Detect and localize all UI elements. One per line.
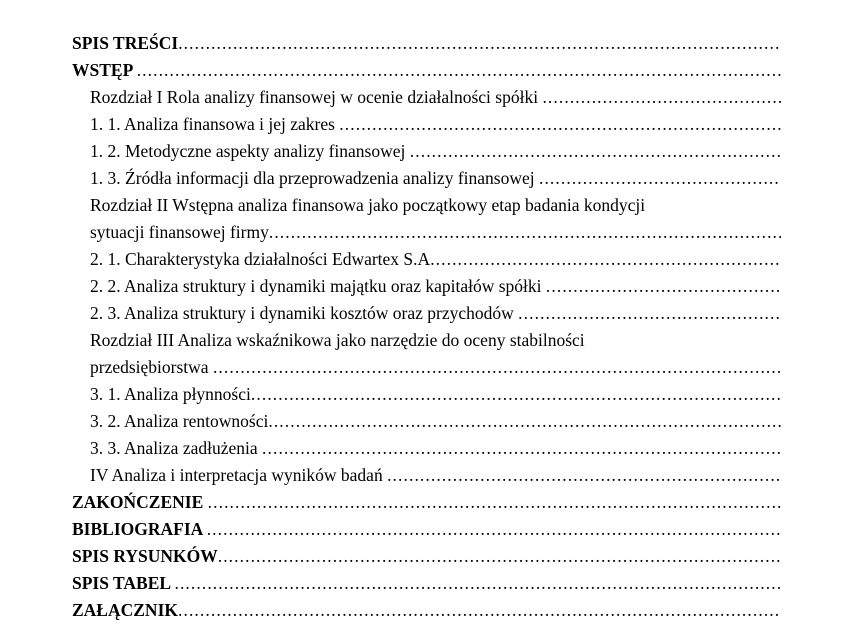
dot-leader <box>387 462 781 489</box>
toc-entry <box>72 597 781 624</box>
dot-leader <box>268 408 781 435</box>
toc-entry <box>72 192 781 219</box>
dot-leader <box>410 138 781 165</box>
toc-entry-text: Rozdział I Rola analizy finansowej w ocenie działalności spółki <box>90 87 543 107</box>
toc-entry-text: BIBLIOGRAFIA <box>72 519 207 539</box>
toc-entry <box>72 300 781 327</box>
toc-entry <box>72 84 781 111</box>
dot-leader <box>213 354 781 381</box>
dot-leader <box>137 57 781 84</box>
toc-entry <box>72 219 781 246</box>
dot-leader <box>218 543 781 570</box>
toc-entry-text: 1. 1. Analiza finansowa i jej zakres <box>90 114 340 134</box>
toc-entry-text: 2. 1. Charakterystyka działalności Edwartex S.A <box>90 249 431 269</box>
toc-entry <box>72 111 781 138</box>
dot-leader <box>518 300 781 327</box>
dot-leader <box>251 381 781 408</box>
toc-entry <box>72 381 781 408</box>
dot-leader <box>174 570 781 597</box>
toc-entry-text: 2. 3. Analiza struktury i dynamiki kosztów oraz przychodów <box>90 303 519 323</box>
toc-entry <box>72 354 781 381</box>
toc-entry-text: 3. 3. Analiza zadłużenia <box>90 438 263 458</box>
dot-leader <box>339 111 781 138</box>
toc-entry-text: ZAŁĄCZNIK <box>72 600 178 620</box>
dot-leader <box>178 597 781 624</box>
toc-entry-text: ZAKOŃCZENIE <box>72 492 208 512</box>
dot-leader <box>178 30 781 57</box>
dot-leader <box>207 516 781 543</box>
toc-entry-text: 1. 2. Metodyczne aspekty analizy finansowej <box>90 141 410 161</box>
toc-entry-text: SPIS TREŚCI <box>72 33 179 53</box>
toc-entry-text: 2. 2. Analiza struktury i dynamiki majątku oraz kapitałów spółki <box>90 276 546 296</box>
dot-leader <box>430 246 781 273</box>
dot-leader <box>269 219 781 246</box>
toc-entry-text: sytuacji finansowej firmy <box>90 222 269 242</box>
toc-entry-text: SPIS TABEL <box>72 573 175 593</box>
toc-entry-text: 3. 1. Analiza płynności <box>90 384 251 404</box>
toc-entry-text: 3. 2. Analiza rentowności <box>90 411 269 431</box>
toc-entry-text: IV Analiza i interpretacja wyników badań <box>90 465 388 485</box>
toc-entry <box>72 489 781 516</box>
table-of-contents <box>72 30 781 624</box>
toc-entry-text: przedsiębiorstwa <box>90 357 213 377</box>
dot-leader <box>208 489 781 516</box>
toc-entry <box>72 246 781 273</box>
toc-entry-text: WSTĘP <box>72 60 137 80</box>
toc-entry <box>72 327 781 354</box>
toc-entry <box>72 57 781 84</box>
toc-entry-text: Rozdział III Analiza wskaźnikowa jako narzędzie do oceny stabilności <box>90 330 585 350</box>
toc-entry-text: Rozdział II Wstępna analiza finansowa jako początkowy etap badania kondycji <box>90 195 646 215</box>
toc-entry-text: 1. 3. Źródła informacji dla przeprowadzenia analizy finansowej <box>90 168 539 188</box>
dot-leader <box>262 435 781 462</box>
toc-entry <box>72 30 781 57</box>
toc-entry <box>72 543 781 570</box>
toc-entry <box>72 138 781 165</box>
toc-entry <box>72 273 781 300</box>
toc-entry-text: SPIS RYSUNKÓW <box>72 546 218 566</box>
toc-entry <box>72 516 781 543</box>
toc-entry <box>72 570 781 597</box>
dot-leader <box>539 165 781 192</box>
toc-entry <box>72 408 781 435</box>
toc-entry <box>72 435 781 462</box>
toc-entry <box>72 462 781 489</box>
toc-entry <box>72 165 781 192</box>
dot-leader <box>546 273 781 300</box>
dot-leader <box>542 84 781 111</box>
